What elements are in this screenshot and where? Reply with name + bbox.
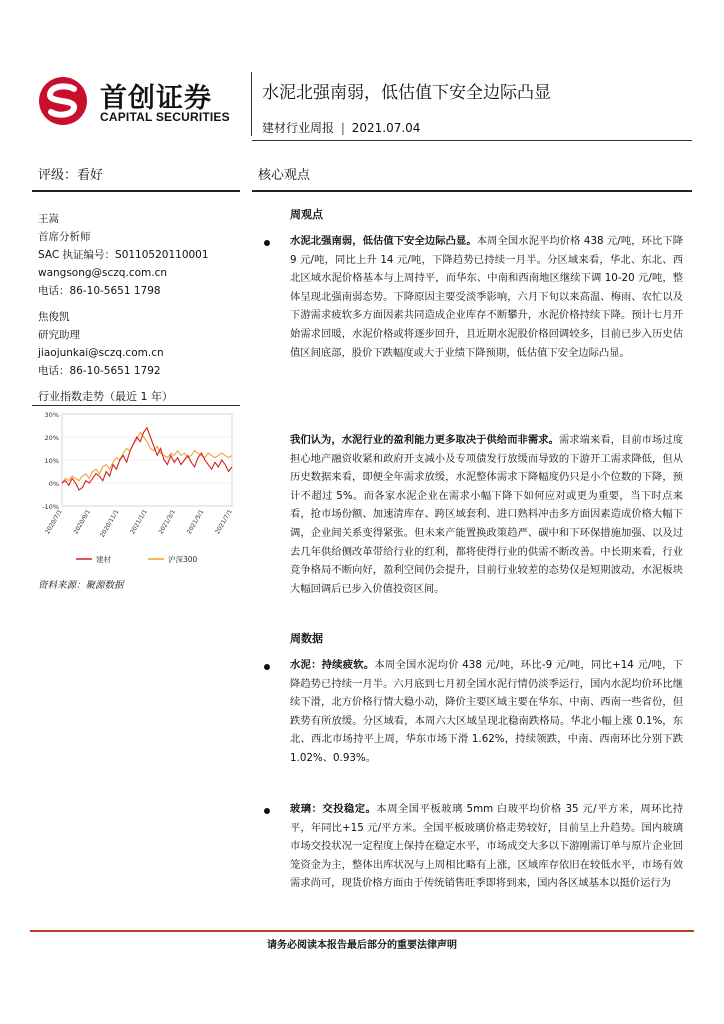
x-tick-label: 2020/7/1 <box>44 508 64 536</box>
paragraph-glass-data <box>290 800 683 893</box>
paragraph-lead: 玻璃：交投稳定。 <box>290 803 377 815</box>
brand-name-cn: 首创证券 <box>100 83 212 114</box>
legend-label: 沪深300 <box>168 555 198 564</box>
x-tick-label: 2021/1/1 <box>129 508 149 536</box>
x-tick-label: 2021/5/1 <box>185 508 206 536</box>
section-weekly-view: 周观点 <box>290 208 323 221</box>
paragraph-lead: 水泥：持续疲软。 <box>290 659 375 671</box>
core-views-title: 核心观点 <box>258 168 311 183</box>
paragraph-text: 本周全国水泥平均价格 438 元/吨，环比下降 9 元/吨，同比上升 14 元/吨，下降趋势已持续一月半。分区域来看，华北、东北、西北区域水泥价格基本与上周持平，而华东、中南和西南地区继续下调 10-20 元/吨，整体呈现北强南弱态势。下降原因主要受淡季影响，六月下旬以来高温、梅雨、农忙以及下游需求疲软多方面因素共同造成企业库存不断攀升，水泥价格持续下降。预计七月开始需求回暖，水泥价格或将逐步回升，且近期水泥股价格回调较多，目前已步入历史估值区间底部，股价下跌幅度或大于业绩下降预期，低估值下安全边际凸显。 <box>290 235 684 359</box>
analyst-card-2 <box>38 308 164 380</box>
paragraph-lead: 我们认为，水泥行业的盈利能力更多取决于供给而非需求。 <box>290 434 559 446</box>
report-subtitle <box>262 119 420 136</box>
report-date: 2021.07.04 <box>351 121 421 135</box>
x-tick-label: 2021/7/1 <box>214 508 234 536</box>
analyst-phone: 电话：86-10-5651 1798 <box>38 285 161 297</box>
main-rule <box>252 190 692 192</box>
x-tick-label: 2021/3/1 <box>157 508 178 536</box>
paragraph-cement-view <box>290 232 683 362</box>
logo-mark-icon <box>38 76 94 126</box>
paragraph-text: 本周全国平板玻璃 5mm 白玻平均价格 35 元/平方米，周环比持平，年同比+15 元/平方米。全国平板玻璃价格走势较好，目前呈上升趋势。国内玻璃市场交投状况一定程度上保持在稳定水平，市场成交大多以下游刚需订单与原片企业回笼资金为主，整体出库状况与上周相比略有上涨，区域库存依旧在较低水平，市场有效需求尚可，现货价格方面由于传统销售旺季即将到来，国内各区域基本以挺价运行为 <box>290 803 684 890</box>
paragraph-lead: 水泥北强南弱，低估值下安全边际凸显。 <box>290 235 477 247</box>
analyst-card-1 <box>38 210 209 300</box>
chart-source: 资料来源：聚源数据 <box>38 580 124 591</box>
company-logo <box>38 76 238 126</box>
bullet-icon <box>264 240 270 246</box>
section-weekly-data: 周数据 <box>290 632 323 645</box>
y-tick-label: 20% <box>44 434 59 442</box>
header-rule <box>252 140 692 141</box>
y-tick-label: 10% <box>44 457 59 465</box>
analyst-role: 研究助理 <box>38 329 80 341</box>
paragraph-cement-data <box>290 656 683 768</box>
paragraph-text: 本周全国水泥均价 438 元/吨，环比-9 元/吨，同比+14 元/吨，下降趋势已持续一月半。六月底到七月初全国水泥行情仍淡季运行，国内水泥均价环比继续下滑，北方价格行情大稳小动，降价主要区域主要在华东、中南、西南一些省份，但跌势有所放缓。分区域看，本周六大区域呈现北稳南跌格局。华北小幅上涨 0.1%，东北、西北市场持平上周，华东市场下滑 1.62%，持续领跌，中南、西南环比分别下跌 1.02%、0.93%。 <box>290 659 684 764</box>
industry-index-chart <box>36 406 240 571</box>
report-title: 水泥北强南弱，低估值下安全边际凸显 <box>262 83 551 103</box>
footer-rule <box>30 930 694 932</box>
subtitle-separator: | <box>340 121 345 135</box>
bullet-icon <box>264 808 270 814</box>
analyst-sac: SAC 执证编号：S0110520110001 <box>38 249 209 261</box>
analyst-email[interactable]: wangsong@sczq.com.cn <box>38 267 168 279</box>
paragraph-text: 需求端来看，目前市场过度担心地产融资收紧和政府开支减小及专项债发行放缓而导致的下游开工需求降低，但从历史数据来看，即便全年需求放缓，水泥整体需求下降幅度仍只是小个位数的下降，预计不超过 5%。而各家水泥企业在需求小幅下降下如何应对或更为重要，当下时点来看，抢市场份额、加速清库存、跨区域套利、进口熟料冲击多方面因素造成价格大幅下调，企业间关系变得紧张。但未来产能置换政策趋严、碳中和下环保措施加强、以及过去几年供给侧改革带给行业的红利，都将使得行业的供需不断改善。中长期来看，行业竞争格局不断向好，盈利空间仍会提升，目前行业较差的态势仅是短期波动，水泥板块大幅回调后已步入价值投资区间。 <box>290 434 684 595</box>
legend-label: 建材 <box>96 555 111 564</box>
header-divider <box>251 72 252 136</box>
brand-name-en: CAPITAL SECURITIES <box>100 110 230 124</box>
analyst-name: 焦俊凯 <box>38 311 70 323</box>
analyst-role: 首席分析师 <box>38 231 91 243</box>
chart-title: 行业指数走势（最近 1 年） <box>38 390 173 403</box>
analyst-phone: 电话：86-10-5651 1792 <box>38 365 161 377</box>
series-line-csi300 <box>62 432 232 483</box>
y-tick-label: 30% <box>44 411 59 419</box>
x-tick-label: 2020/11/1 <box>98 508 121 539</box>
analyst-name: 王嵩 <box>38 213 59 225</box>
report-type: 建材行业周报 <box>262 121 335 135</box>
rating: 评级：看好 <box>38 168 104 183</box>
sidebar-rule <box>32 190 240 192</box>
legal-notice: 请务必阅读本报告最后部分的重要法律声明 <box>267 940 457 951</box>
paragraph-supply-view <box>290 431 683 598</box>
y-tick-label: -10% <box>42 503 59 511</box>
x-tick-label: 2020/9/1 <box>72 508 93 536</box>
y-tick-label: 0% <box>48 480 59 488</box>
bullet-icon <box>264 664 270 670</box>
analyst-email[interactable]: jiaojunkai@sczq.com.cn <box>38 347 164 359</box>
